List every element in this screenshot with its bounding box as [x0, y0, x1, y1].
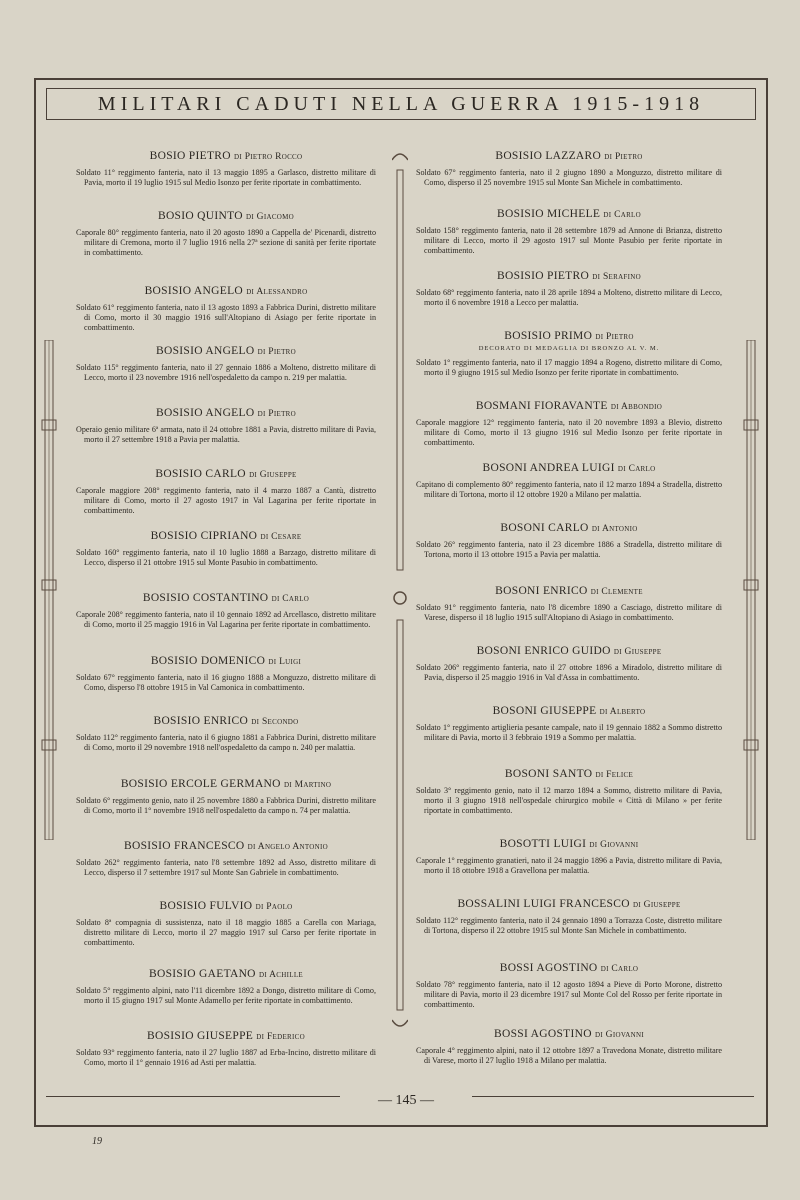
entry-text: Soldato 115° reggimento fanteria, nato il 27 gennaio 1886 a Molteno, distretto militare di Lecco, morto il 23 novembre 1916 nell'ospedaletto da campo n. 219 per malattia. — [76, 363, 376, 382]
entry-name: BOSISIO CARLO di Giuseppe — [155, 468, 297, 480]
entry — [76, 407, 376, 445]
entry — [76, 840, 376, 878]
entry-name: BOSONI ANDREA LUIGI di Carlo — [482, 462, 656, 474]
entry — [416, 838, 722, 876]
entry — [76, 968, 376, 1006]
entry-text: Caporale 80° reggimento fanteria, nato il 20 agosto 1890 a Cappella de' Picenardi, distretto militare di Cremona, morto il 7 luglio 1916 nella 27ª sezione di sanità per ferite riportate in combattimento. — [76, 228, 376, 257]
entry-name: BOSONI SANTO di Felice — [504, 768, 634, 780]
entry — [76, 285, 376, 332]
entry-name: BOSISIO ANGELO di Pietro — [156, 407, 296, 419]
entry-text: Operaio genio militare 6ª armata, nato il 24 ottobre 1881 a Pavia, distretto militare di Pavia, morto il 27 settembre 1918 a Pavia per malattia. — [76, 425, 376, 444]
entry-text: Soldato 6° reggimento genio, nato il 25 novembre 1880 a Fabbrica Durini, distretto militare di Como, morto il 1° novembre 1918 nell'ospedaletto da campo n. 74 per malattia. — [76, 796, 376, 815]
entry-name: BOSISIO COSTANTINO di Carlo — [142, 592, 310, 604]
entry-name: BOSISIO LAZZARO di Pietro — [495, 150, 643, 162]
entry-text: Soldato 93° reggimento fanteria, nato il 27 luglio 1887 ad Erba-Incino, distretto militare di Como, morto il 1° gennaio 1916 ad Asti per malattia. — [76, 1048, 376, 1067]
entry — [76, 530, 376, 568]
entry — [416, 208, 722, 255]
entry — [416, 150, 722, 188]
entry-name: BOSISIO FULVIO di Paolo — [159, 900, 293, 912]
entry-name: BOSONI GIUSEPPE di Alberto — [492, 705, 646, 717]
central-ornament-column — [392, 150, 408, 1030]
entry — [416, 705, 722, 743]
entry-name: BOSONI ENRICO GUIDO di Giuseppe — [476, 645, 662, 657]
entry — [416, 330, 722, 378]
entry — [416, 768, 722, 815]
entry — [416, 400, 722, 447]
entry — [416, 898, 722, 936]
entry-name: BOSONI CARLO di Antonio — [500, 522, 638, 534]
entry-name: BOSSI AGOSTINO di Carlo — [499, 962, 639, 974]
entry — [416, 462, 722, 500]
entry — [416, 585, 722, 623]
entry-text: Soldato 91° reggimento fanteria, nato l'8 dicembre 1890 a Casciago, distretto militare di Varese, disperso il 18 luglio 1915 sull'Altopiano di Asiago in combattimento. — [416, 603, 722, 622]
entry-text: Soldato 112° reggimento fanteria, nato il 24 gennaio 1890 a Torrazza Coste, distretto militare di Tortona, disperso il 22 ottobre 1915 sul Monte San Michele in combattimento. — [416, 916, 722, 935]
entry-name: BOSISIO FRANCESCO di Angelo Antonio — [124, 840, 328, 852]
entry-text: Soldato 206° reggimento fanteria, nato il 27 ottobre 1896 a Miradolo, distretto militare di Pavia, disperso il 25 maggio 1916 in Val d'Assa in combattimento. — [416, 663, 722, 682]
entry — [76, 210, 376, 257]
page-header: MILITARI CADUTI NELLA GUERRA 1915-1918 — [46, 88, 756, 120]
entry-name: BOSISIO PIETRO di Serafino — [497, 270, 641, 282]
entry-text: Soldato 61° reggimento fanteria, nato il 13 agosto 1893 a Fabbrica Durini, distretto militare di Como, morto il 30 maggio 1916 sull'Altopiano di Asiago per ferite riportate in combattimento. — [76, 303, 376, 332]
entry-text: Soldato 26° reggimento fanteria, nato il 23 dicembre 1886 a Stradella, distretto militare di Tortona, morto il 13 ottobre 1915 a Pavia per malattia. — [416, 540, 722, 559]
entry-text: Soldato 67° reggimento fanteria, nato il 2 giugno 1890 a Monguzzo, distretto militare di Como, disperso il 25 novembre 1915 sul Monte San Michele in combattimento. — [416, 168, 722, 187]
entry-text: Capitano di complemento 80° reggimento fanteria, nato il 12 marzo 1894 a Stradella, distretto militare di Tortona, morto il 12 ottobre 1920 a Milano per malattia. — [416, 480, 722, 499]
entry — [76, 150, 376, 188]
entry-name: BOSOTTI LUIGI di Giovanni — [499, 838, 639, 850]
entry-name: BOSISIO PRIMO di Pietro — [504, 330, 634, 342]
entry-text: Soldato 160° reggimento fanteria, nato il 10 luglio 1888 a Barzago, distretto militare di Lecco, disperso il 21 ottobre 1915 sul Monte Pasubio in combattimento. — [76, 548, 376, 567]
entry-text: Soldato 67° reggimento fanteria, nato il 16 giugno 1888 a Monguzzo, distretto militare di Como, disperso l'8 ottobre 1915 in Val Camonica in combattimento. — [76, 673, 376, 692]
entry-text: Soldato 1° reggimento fanteria, nato il 17 maggio 1894 a Rogeno, distretto militare di Como, morto il 9 giugno 1915 sul Medio Isonzo per ferite riportate in combattimento. — [416, 358, 722, 377]
entry-text: Soldato 68° reggimento fanteria, nato il 28 aprile 1894 a Molteno, distretto militare di Lecco, morto il 6 novembre 1918 a Lecco per malattia. — [416, 288, 722, 307]
entry — [416, 1028, 722, 1066]
entry-text: Soldato 112° reggimento fanteria, nato il 6 giugno 1881 a Fabbrica Durini, distretto militare di Como, morto il 29 novembre 1918 nell'ospedaletto da campo n. 240 per malattia. — [76, 733, 376, 752]
entry-name: BOSISIO ENRICO di Secondo — [153, 715, 299, 727]
signature-mark: 19 — [92, 1136, 102, 1147]
entry — [416, 270, 722, 308]
entry-name: BOSONI ENRICO di Clemente — [495, 585, 643, 597]
entry — [76, 1030, 376, 1068]
entry-name: BOSIO PIETRO di Pietro Rocco — [149, 150, 303, 162]
entry — [76, 592, 376, 630]
entry-name: BOSIO QUINTO di Giacomo — [157, 210, 295, 222]
entry-text: Soldato 158° reggimento fanteria, nato il 28 settembre 1879 ad Annone di Brianza, distretto militare di Lecco, morto il 29 agosto 1917 sul Monte Pasubio per ferite riportate in combattimento. — [416, 226, 722, 255]
entry-text: Soldato 78° reggimento fanteria, nato il 12 agosto 1894 a Pieve di Porto Morone, distretto militare di Pavia, morto il 23 dicembre 1917 sul Monte Col del Rosso per ferite riportate in combattimento. — [416, 980, 722, 1009]
entry-name: BOSISIO DOMENICO di Luigi — [150, 655, 302, 667]
entry-text: Soldato 1° reggimento artiglieria pesante campale, nato il 19 gennaio 1882 a Sommo distretto militare di Pavia, morto il 3 febbraio 1919 a Sommo per malattia. — [416, 723, 722, 742]
entry-name: BOSISIO MICHELE di Carlo — [497, 208, 641, 220]
entry — [416, 962, 722, 1009]
entry-text: Soldato 11° reggimento fanteria, nato il 13 maggio 1895 a Garlasco, distretto militare di Pavia, morto il 19 luglio 1915 sul Medio Isonzo per ferite riportate in combattimento. — [76, 168, 376, 187]
entry-text: Soldato 262° reggimento fanteria, nato l'8 settembre 1892 ad Asso, distretto militare di Lecco, disperso il 7 settembre 1917 sul Monte San Gabriele in combattimento. — [76, 858, 376, 877]
entry-text: Caporale 1° reggimento granatieri, nato il 24 maggio 1896 a Pavia, distretto militare di Pavia, morto il 18 ottobre 1918 a Gravellona per malattia. — [416, 856, 722, 875]
entry-name: BOSISIO CIPRIANO di Cesare — [150, 530, 302, 542]
entry — [416, 522, 722, 560]
entry-name: BOSMANI FIORAVANTE di Abbondio — [475, 400, 663, 412]
entry-name: BOSISIO GIUSEPPE di Federico — [147, 1030, 305, 1042]
entry-name: BOSISIO ANGELO di Alessandro — [144, 285, 308, 297]
entry — [76, 655, 376, 693]
entry-name: BOSSALINI LUIGI FRANCESCO di Giuseppe — [457, 898, 681, 910]
entry-text: Soldato 8ª compagnia di sussistenza, nato il 18 maggio 1885 a Carella con Mariaga, distretto militare di Lecco, morto il 27 maggio 1917 sul Carso per ferite riportate in combattimento. — [76, 918, 376, 947]
left-fasces-ornament — [38, 340, 60, 840]
page-number: — 145 — — [340, 1093, 472, 1109]
entry-text: Soldato 3° reggimento genio, nato il 12 marzo 1894 a Sommo, distretto militare di Pavia, morto il 3 giugno 1918 nell'ospedale chirurgico mobile « Città di Milano » per ferite riportate in combattimento. — [416, 786, 722, 815]
right-fasces-ornament — [740, 340, 762, 840]
entry — [416, 645, 722, 683]
entry — [76, 715, 376, 753]
decoration-note: DECORATO DI MEDAGLIA DI BRONZO AL V. M. — [478, 345, 660, 352]
entry — [76, 900, 376, 947]
entry-text: Caporale maggiore 12° reggimento fanteria, nato il 20 novembre 1893 a Blevio, distretto militare di Como, morto il 13 giugno 1916 sul Medio Isonzo per ferite riportate in combattimento. — [416, 418, 722, 447]
entry-name: BOSISIO ANGELO di Pietro — [156, 345, 296, 357]
entry — [76, 468, 376, 515]
entry-text: Caporale 4° reggimento alpini, nato il 12 ottobre 1897 a Travedona Monate, distretto militare di Varese, morto il 27 luglio 1918 a Milano per malattia. — [416, 1046, 722, 1065]
entry-text: Caporale 208° reggimento fanteria, nato il 10 gennaio 1892 ad Arcellasco, distretto militare di Como, morto il 25 maggio 1916 in Val Lagarina per ferite riportate in combattimento. — [76, 610, 376, 629]
entry — [76, 345, 376, 383]
entry-name: BOSISIO ERCOLE GERMANO di Martino — [120, 778, 332, 790]
entry-name: BOSSI AGOSTINO di Giovanni — [494, 1028, 644, 1040]
entry — [76, 778, 376, 816]
entry-name: BOSISIO GAETANO di Achille — [149, 968, 303, 980]
entry-text: Caporale maggiore 208° reggimento fanteria, nato il 4 marzo 1887 a Cantù, distretto militare di Como, morto il 27 agosto 1917 in Val Lagarina per ferite riportate in combattimento. — [76, 486, 376, 515]
entry-text: Soldato 5° reggimento alpini, nato l'11 dicembre 1892 a Dongo, distretto militare di Como, morto il 15 giugno 1917 sul Monte Adamello per ferite riportate in combattimento. — [76, 986, 376, 1005]
